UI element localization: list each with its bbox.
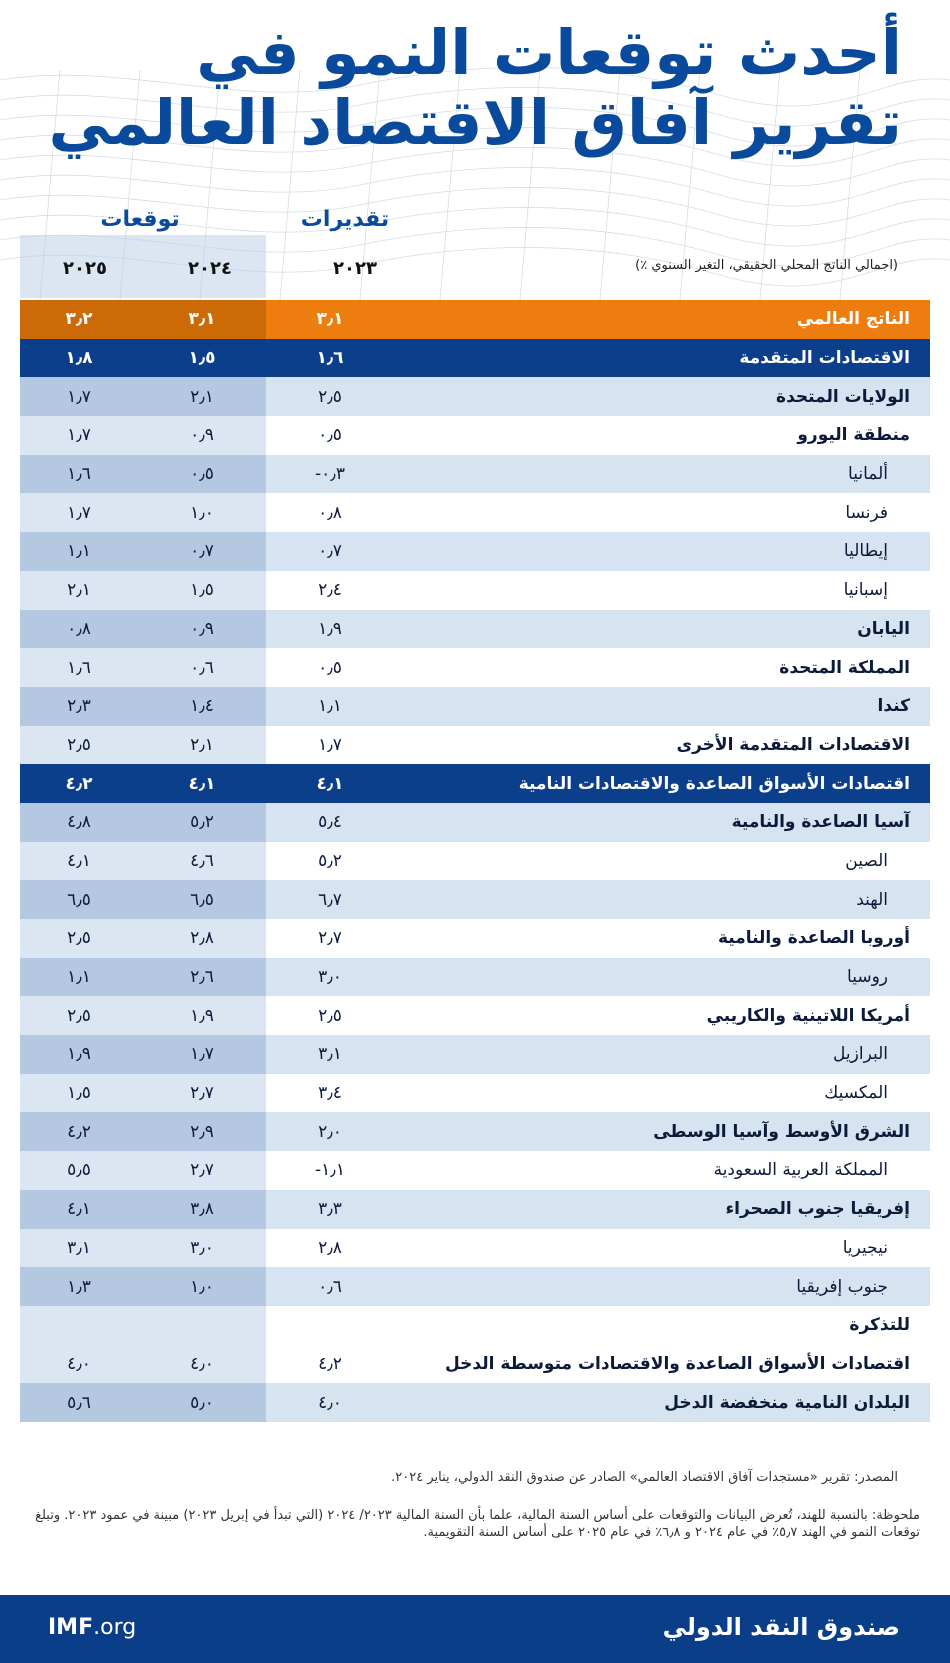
value-2023: ٥٫٤ <box>266 803 394 842</box>
row-label: روسيا <box>394 958 930 997</box>
table-row <box>20 1190 930 1229</box>
value-2025: ٥٫٦ <box>20 1383 138 1422</box>
table-row <box>20 996 930 1035</box>
table-row <box>20 648 930 687</box>
row-label: المملكة المتحدة <box>394 648 930 687</box>
value-2023: ٠٫٨ <box>266 493 394 532</box>
row-label: الشرق الأوسط وآسيا الوسطى <box>394 1112 930 1151</box>
row-label: الولايات المتحدة <box>394 377 930 416</box>
value-2024: ٣٫٠ <box>138 1229 266 1268</box>
value-2025: ١٫٧ <box>20 377 138 416</box>
row-label: اليابان <box>394 610 930 649</box>
row-label: البرازيل <box>394 1035 930 1074</box>
table-row <box>20 1112 930 1151</box>
value-2024: ٦٫٥ <box>138 880 266 919</box>
value-2025: ١٫١ <box>20 532 138 571</box>
table-row <box>20 687 930 726</box>
site-rest: .org <box>93 1615 137 1640</box>
value-2025: ٤٫٠ <box>20 1345 138 1384</box>
row-label: المملكة العربية السعودية <box>394 1151 930 1190</box>
table-row <box>20 1383 930 1422</box>
year-2025: ٢٠٢٥ <box>63 258 107 279</box>
value-2024: ٠٫٩ <box>138 610 266 649</box>
row-label: إفريقيا جنوب الصحراء <box>394 1190 930 1229</box>
footer-bar <box>0 1595 950 1663</box>
row-label: نيجيريا <box>394 1229 930 1268</box>
row-label: كندا <box>394 687 930 726</box>
value-2023: ٦٫٧ <box>266 880 394 919</box>
value-2025: ٢٫١ <box>20 571 138 610</box>
row-label: الهند <box>394 880 930 919</box>
value-2025: ٢٫٣ <box>20 687 138 726</box>
value-2024 <box>138 1306 266 1345</box>
value-2023: ١٫١- <box>266 1151 394 1190</box>
value-2025: ١٫٧ <box>20 416 138 455</box>
value-2023: ٣٫١ <box>266 1035 394 1074</box>
table-row <box>20 919 930 958</box>
title-line-1: أحدث توقعات النمو في <box>196 16 902 89</box>
value-2023: ٤٫٢ <box>266 1345 394 1384</box>
value-2024: ١٫٤ <box>138 687 266 726</box>
year-2024: ٢٠٢٤ <box>188 258 232 279</box>
table-row <box>20 300 930 339</box>
value-2025: ١٫٦ <box>20 648 138 687</box>
value-2023: ١٫٩ <box>266 610 394 649</box>
table-row <box>20 571 930 610</box>
value-2024: ٢٫٨ <box>138 919 266 958</box>
value-2024: ٣٫١ <box>138 300 266 339</box>
value-2024: ١٫٧ <box>138 1035 266 1074</box>
value-2023: ٣٫٠ <box>266 958 394 997</box>
row-label: فرنسا <box>394 493 930 532</box>
page-title <box>22 18 902 158</box>
footer-brand: صندوق النقد الدولي <box>662 1613 900 1641</box>
value-2025: ١٫٧ <box>20 493 138 532</box>
row-label: الصين <box>394 842 930 881</box>
table-subtitle: (اجمالي الناتج المحلي الحقيقي، التغير السنوي ٪) <box>635 258 898 273</box>
value-2024: ٠٫٧ <box>138 532 266 571</box>
value-2024: ١٫٥ <box>138 571 266 610</box>
value-2025: ٥٫٥ <box>20 1151 138 1190</box>
value-2023: ١٫٧ <box>266 726 394 765</box>
row-label: أمريكا اللاتينية والكاريبي <box>394 996 930 1035</box>
value-2025: ٤٫١ <box>20 842 138 881</box>
value-2023: ٠٫٥ <box>266 648 394 687</box>
value-2023: ٤٫٠ <box>266 1383 394 1422</box>
footnote: ملحوظة: بالنسبة للهند، تُعرض البيانات والتوقعات على أساس السنة المالية، علما بأن السنة المالية ٢٠٢٣/ ٢٠٢٤ (التي تبدأ في إبريل ٢٠٢٣) مبينة في عمود ٢٠٢٣. وتبلغ توقعات النمو في الهند ٥٫٧٪ في عام ٢٠٢٤ و ٦٫٨٪ في عام ٢٠٢٥ على أساس السنة التقويمية. <box>35 1508 920 1540</box>
value-2025: ١٫١ <box>20 958 138 997</box>
table-row <box>20 842 930 881</box>
row-label: للتذكرة <box>394 1306 930 1345</box>
value-2023: ٤٫١ <box>266 764 394 803</box>
value-2025: ٢٫٥ <box>20 996 138 1035</box>
value-2024: ٤٫٠ <box>138 1345 266 1384</box>
value-2023: ٣٫٣ <box>266 1190 394 1229</box>
row-label: آسيا الصاعدة والنامية <box>394 803 930 842</box>
table-row <box>20 880 930 919</box>
growth-table <box>20 300 930 1422</box>
value-2023: ٢٫٥ <box>266 377 394 416</box>
value-2023: ٠٫٧ <box>266 532 394 571</box>
value-2025: ٠٫٨ <box>20 610 138 649</box>
row-label: أوروبا الصاعدة والنامية <box>394 919 930 958</box>
value-2024: ١٫٠ <box>138 1267 266 1306</box>
table-row <box>20 1345 930 1384</box>
value-2023: ٥٫٢ <box>266 842 394 881</box>
row-label: منطقة اليورو <box>394 416 930 455</box>
estimates-heading: تقديرات <box>300 207 390 232</box>
value-2024: ٣٫٨ <box>138 1190 266 1229</box>
table-row <box>20 1151 930 1190</box>
row-label: إسبانيا <box>394 571 930 610</box>
row-label: إيطاليا <box>394 532 930 571</box>
forecasts-heading: توقعات <box>100 207 180 232</box>
table-row <box>20 377 930 416</box>
row-label: الاقتصادات المتقدمة الأخرى <box>394 726 930 765</box>
value-2024: ٢٫١ <box>138 377 266 416</box>
table-row <box>20 610 930 649</box>
value-2024: ٠٫٦ <box>138 648 266 687</box>
value-2023: ٢٫٥ <box>266 996 394 1035</box>
value-2024: ٢٫٧ <box>138 1074 266 1113</box>
row-label: المكسيك <box>394 1074 930 1113</box>
value-2024: ١٫٩ <box>138 996 266 1035</box>
value-2025: ١٫٨ <box>20 339 138 378</box>
value-2025: ٤٫٢ <box>20 764 138 803</box>
table-row <box>20 532 930 571</box>
value-2024: ٠٫٥ <box>138 455 266 494</box>
value-2024: ٠٫٩ <box>138 416 266 455</box>
table-row <box>20 416 930 455</box>
row-label: اقتصادات الأسواق الصاعدة والاقتصادات النامية <box>394 764 930 803</box>
value-2023 <box>266 1306 394 1345</box>
value-2024: ٢٫١ <box>138 726 266 765</box>
value-2024: ١٫٥ <box>138 339 266 378</box>
value-2025 <box>20 1306 138 1345</box>
value-2024: ٢٫٦ <box>138 958 266 997</box>
table-row <box>20 493 930 532</box>
table-row <box>20 764 930 803</box>
table-row <box>20 1229 930 1268</box>
value-2023: ٣٫١ <box>266 300 394 339</box>
value-2025: ٣٫١ <box>20 1229 138 1268</box>
value-2023: ٠٫٦ <box>266 1267 394 1306</box>
year-2023: ٢٠٢٣ <box>333 258 377 279</box>
value-2023: ٢٫٤ <box>266 571 394 610</box>
value-2023: ٠٫٥ <box>266 416 394 455</box>
title-line-2: تقرير آفاق الاقتصاد العالمي <box>48 86 902 159</box>
value-2023: ١٫٦ <box>266 339 394 378</box>
value-2025: ٤٫٢ <box>20 1112 138 1151</box>
row-label: الاقتصادات المتقدمة <box>394 339 930 378</box>
row-label: جنوب إفريقيا <box>394 1267 930 1306</box>
value-2023: ٣٫٤ <box>266 1074 394 1113</box>
table-row <box>20 726 930 765</box>
row-label: الناتج العالمي <box>394 300 930 339</box>
site-bold: IMF <box>48 1615 94 1640</box>
value-2023: ٠٫٣- <box>266 455 394 494</box>
source-note: المصدر: تقرير «مستجدات آفاق الاقتصاد العالمي» الصادر عن صندوق النقد الدولي، يناير ٢٠٢٤. <box>391 1470 898 1485</box>
value-2024: ٤٫٦ <box>138 842 266 881</box>
table-row <box>20 339 930 378</box>
row-label: اقتصادات الأسواق الصاعدة والاقتصادات متوسطة الدخل <box>394 1345 930 1384</box>
table-row <box>20 1074 930 1113</box>
value-2024: ٢٫٩ <box>138 1112 266 1151</box>
value-2025: ١٫٥ <box>20 1074 138 1113</box>
table-row <box>20 1035 930 1074</box>
table-row <box>20 803 930 842</box>
table-row <box>20 1267 930 1306</box>
table-row <box>20 1306 930 1345</box>
value-2023: ٢٫٨ <box>266 1229 394 1268</box>
table-row <box>20 455 930 494</box>
value-2024: ٤٫١ <box>138 764 266 803</box>
value-2025: ١٫٣ <box>20 1267 138 1306</box>
value-2025: ١٫٩ <box>20 1035 138 1074</box>
row-label: ألمانيا <box>394 455 930 494</box>
value-2024: ٥٫٠ <box>138 1383 266 1422</box>
value-2023: ١٫١ <box>266 687 394 726</box>
value-2025: ٣٫٢ <box>20 300 138 339</box>
value-2023: ٢٫٠ <box>266 1112 394 1151</box>
value-2025: ٦٫٥ <box>20 880 138 919</box>
value-2025: ٤٫٨ <box>20 803 138 842</box>
value-2025: ٤٫١ <box>20 1190 138 1229</box>
value-2023: ٢٫٧ <box>266 919 394 958</box>
footer-site-link[interactable] <box>48 1615 136 1640</box>
value-2024: ١٫٠ <box>138 493 266 532</box>
value-2024: ٢٫٧ <box>138 1151 266 1190</box>
value-2025: ٢٫٥ <box>20 919 138 958</box>
value-2025: ٢٫٥ <box>20 726 138 765</box>
row-label: البلدان النامية منخفضة الدخل <box>394 1383 930 1422</box>
table-row <box>20 958 930 997</box>
value-2024: ٥٫٢ <box>138 803 266 842</box>
value-2025: ١٫٦ <box>20 455 138 494</box>
